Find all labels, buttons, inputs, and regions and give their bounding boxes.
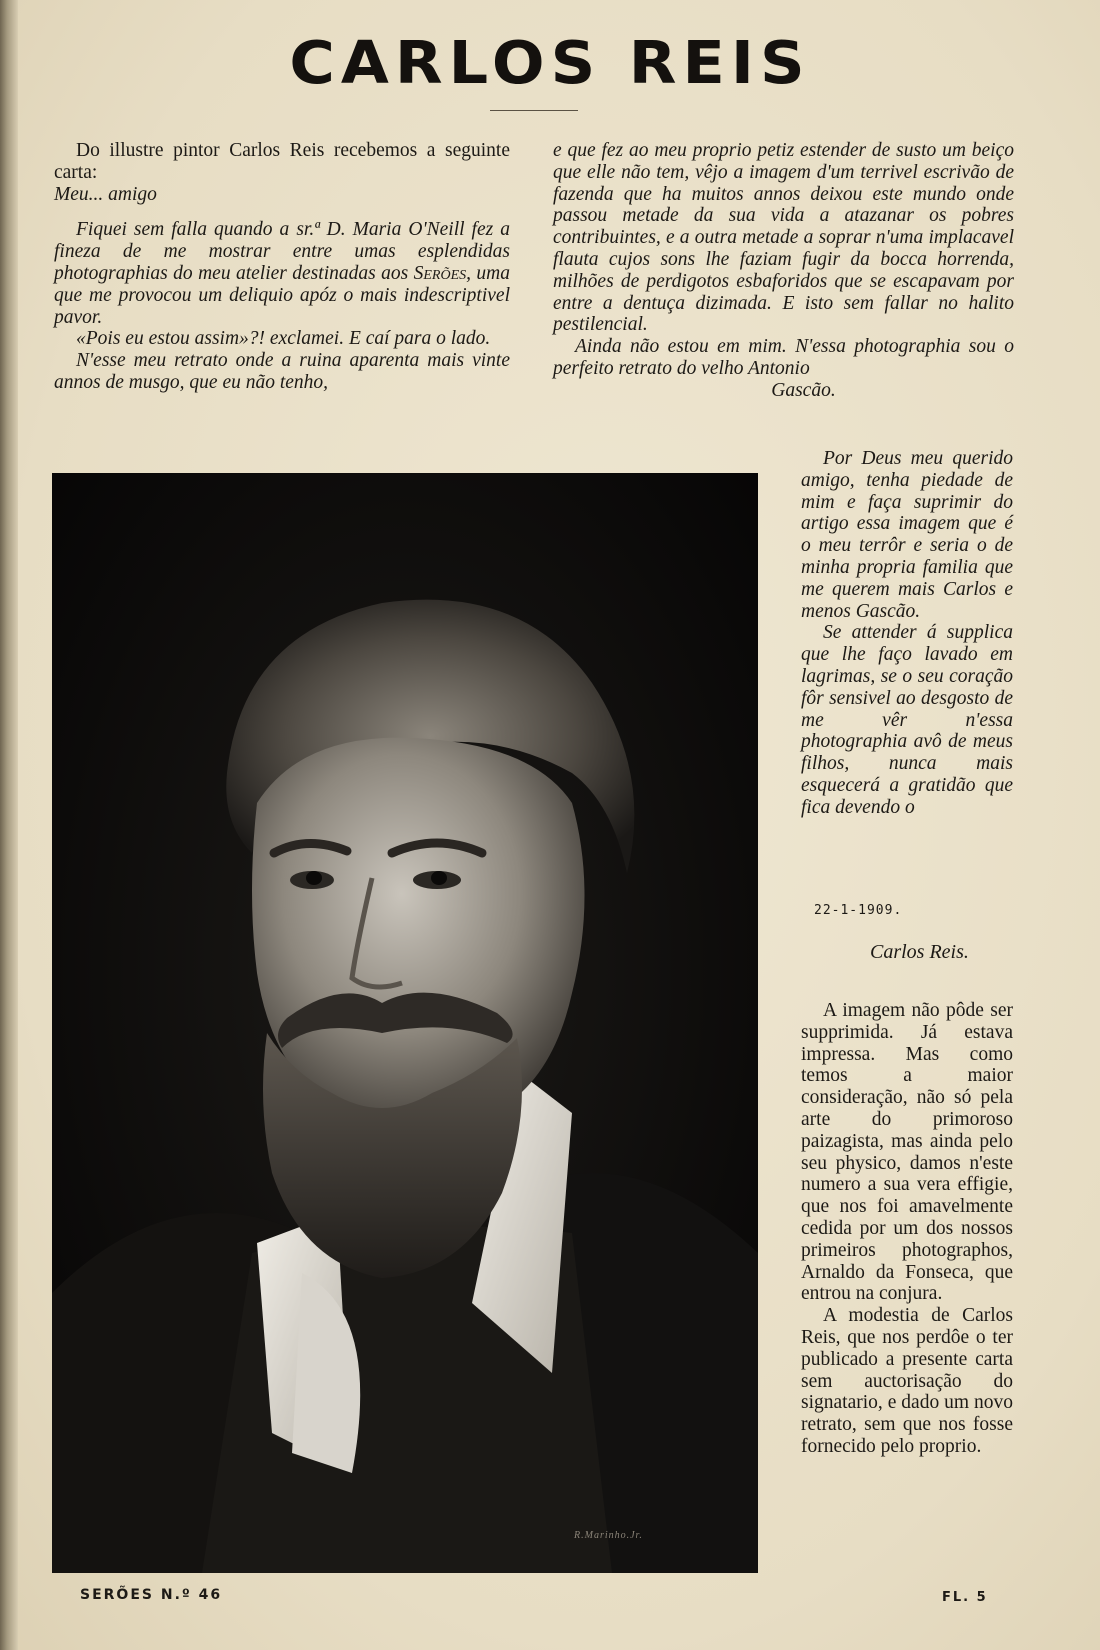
portrait-image (52, 473, 758, 1573)
letter-salutation: Meu... amigo (54, 183, 157, 205)
letter-paragraph-3-continued: e que fez ao meu proprio petiz estender de susto um beiço que elle não tem, vêjo a imagem d'um terrivel escrivão de fazenda que ha muitos annos deixou este mundo onde passou metade da sua vida a atazanar os pobres contribuintes, e a outra metade a soprar n'uma implacavel flauta cujos sons lhe faziam fugir da bocca horrenda, milhões de perdigotos esbaforidos que se escapavam por entre a dentuça dizimada. E isto sem fallar no halito pestilencial. (553, 140, 1014, 336)
letter-paragraph-3: N'esse meu retrato onde a ruina aparenta mais vinte annos de musgo, que eu não tenho, (54, 350, 510, 393)
editorial-paragraph-2: A modestia de Carlos Reis, que nos perdôe o ter publicado a presente carta sem auctorisação do signatario, e dado um novo retrato, sem que nos fosse fornecido pelo proprio. (801, 1305, 1013, 1457)
editorial-paragraph-1: A imagem não pôde ser supprimida. Já estava impressa. Mas como temos a maior consideração, não só pela arte do primoroso paizagista, mas ainda pelo seu physico, damos n'este numero a sua vera effigie, que nos foi amavelmente cedida por um dos nossos primeiros photographos, Arnaldo da Fonseca, que entrou na conjura. (801, 1000, 1013, 1305)
letter-paragraph-6: Se attender á supplica que lhe faço lavado em lagrimas, se o seu coração fôr sensivel ao desgosto de me vêr n'essa photographia avô de meus filhos, nunca mais esquecerá a gratidão que fica devendo o (801, 622, 1013, 818)
issue-number: SERÕES N.º 46 (80, 1587, 223, 1603)
letter-paragraph-2: «Pois eu estou assim»?! exclamei. E caí para o lado. (76, 328, 491, 350)
letter-paragraph-4: Ainda não estou em mim. N'essa photographia sou o perfeito retrato do velho Antonio (553, 336, 1014, 379)
letter-p1-start: Fiquei sem falla quando a sr.ª D. Maria O'Neill fez a fineza de me mostrar entre umas esplendidas photographias do meu atelier destinadas aos (54, 219, 510, 284)
narrow-column (801, 448, 1013, 819)
sheet-number: FL. 5 (942, 1590, 988, 1605)
letter-p1-end: , uma que me provocou um deliquio apóz o mais indescriptivel pavor. (54, 262, 510, 328)
letter-date: 22-1-1909. (814, 903, 903, 918)
letter-paragraph-5: Por Deus meu querido amigo, tenha piedade de mim e faça suprimir do artigo essa imagem que é o meu terrôr e seria o de minha propria familia que me querem mais Carlos e menos Gascão. (801, 448, 1013, 622)
portrait-photograph (52, 473, 758, 1573)
right-column (553, 140, 1014, 402)
page-binding-shadow (0, 0, 18, 1650)
letter-paragraph-1 (54, 219, 510, 328)
left-column (54, 140, 510, 394)
letter-signature: Carlos Reis. (870, 941, 969, 963)
photo-credit: R.Marinho.Jr. (574, 1530, 643, 1541)
magazine-name: Serões (413, 262, 467, 284)
letter-paragraph-4-end: Gascão. (771, 379, 836, 401)
editorial-column (801, 1000, 1013, 1458)
intro-paragraph: Do illustre pintor Carlos Reis recebemos a seguinte carta: (54, 140, 510, 183)
article-title: CARLOS REIS (289, 27, 811, 98)
title-divider (490, 110, 578, 111)
